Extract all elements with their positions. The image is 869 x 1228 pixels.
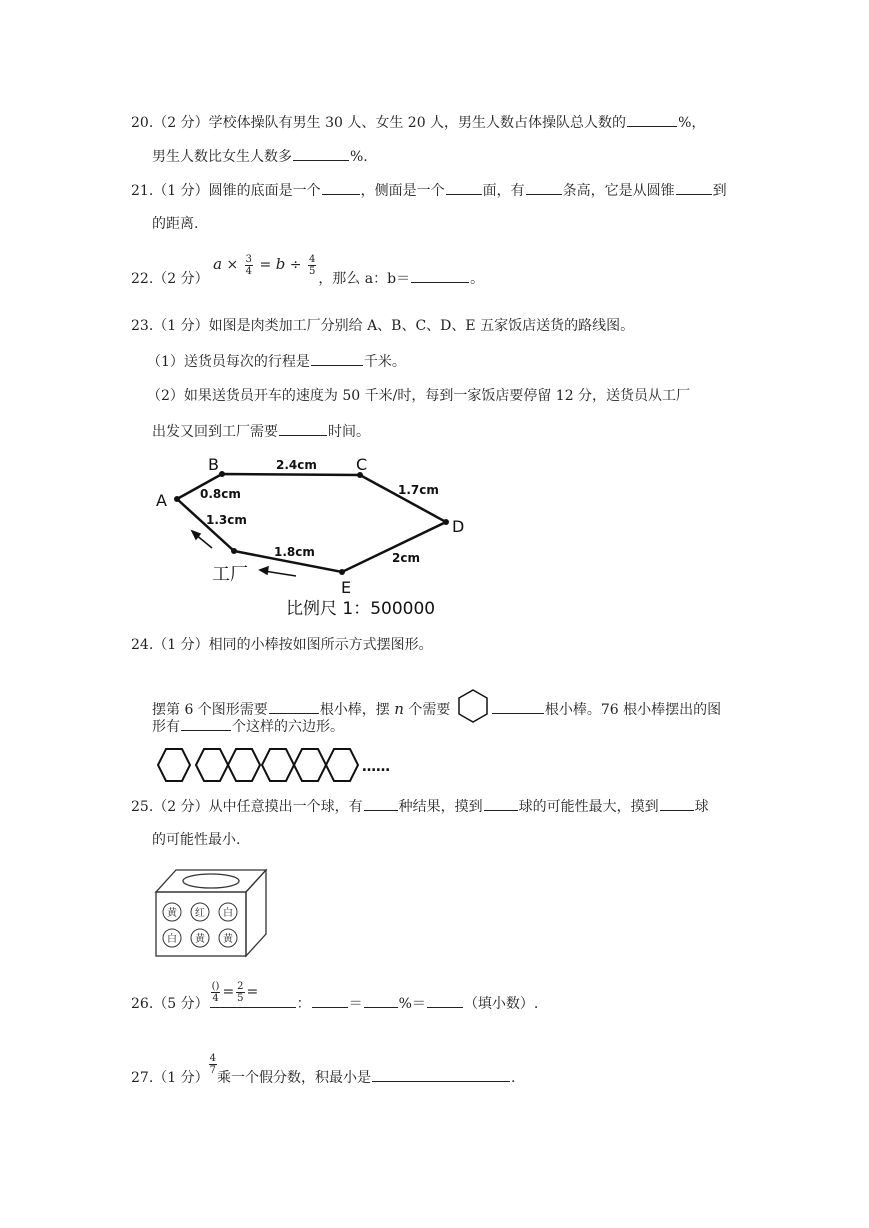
q24-blank-3[interactable]	[181, 716, 231, 731]
q24-text-f: 个这样的六边形。	[232, 719, 344, 735]
dist-ab: 0.8cm	[200, 487, 241, 501]
q22-label: 22.（2 分）	[131, 271, 209, 287]
q27-fraction	[209, 1053, 217, 1076]
hexagon-group-1	[158, 749, 190, 781]
svg-text:黄: 黄	[167, 908, 177, 919]
q27-label: 27.（1 分）	[131, 1070, 209, 1086]
q22-times: ×	[226, 257, 239, 273]
q22-f2-num: 4	[308, 253, 316, 265]
q20-unit-2: %.	[350, 149, 368, 165]
dist-cd: 1.7cm	[398, 483, 439, 497]
q26-tail: （填小数）.	[463, 996, 539, 1012]
q27-line	[131, 1052, 516, 1094]
q26-f1-num: ()	[211, 980, 220, 992]
q20-text-2: 男生人数比女生人数多	[152, 149, 292, 165]
hexagon-group-3	[262, 749, 358, 781]
hexagon-icon	[456, 688, 490, 724]
q25-line1	[131, 796, 709, 817]
dist-fa: 1.3cm	[206, 513, 247, 527]
svg-text:黄: 黄	[223, 934, 233, 945]
q26-blank-4[interactable]	[427, 993, 463, 1008]
label-d: D	[452, 517, 465, 536]
q23-sub2-text: （2）如果送货员开车的速度为 50 千米/时，每到一家饭店要停留 12 分，送货员从工厂	[147, 388, 691, 404]
dist-bc: 2.4cm	[276, 458, 317, 472]
q21-text-a: 21.（1 分）圆锥的底面是一个	[131, 183, 321, 199]
q24-blank-2[interactable]	[492, 699, 544, 714]
q20-blank-2[interactable]	[293, 146, 349, 161]
q22-fraction-2	[308, 254, 316, 277]
q20-line1	[131, 112, 705, 133]
point-a	[174, 496, 180, 502]
dist-de: 2cm	[392, 551, 420, 565]
q22-f2-den: 5	[308, 265, 316, 277]
q23-sub3-text: 出发又回到工厂需要	[152, 424, 278, 440]
q26-fraction-2	[236, 981, 244, 1004]
ball-4	[163, 929, 181, 947]
q21-blank-1[interactable]	[322, 180, 360, 195]
q26-equation-top	[209, 976, 259, 1008]
q27-text: 乘一个假分数，积最小是	[217, 1070, 371, 1086]
q21-text-2: 的距离.	[152, 216, 199, 232]
q23-sub2	[147, 386, 690, 406]
q25-text-c: 球的可能性最大，摸到	[518, 799, 659, 815]
q24-text-c: 个需要	[408, 702, 451, 718]
q25-blank-1[interactable]	[364, 796, 398, 811]
q22-div: ÷	[289, 257, 302, 273]
q23-sub1-text: （1）送货员每次的行程是	[147, 354, 310, 370]
point-b	[219, 471, 225, 477]
q27-f-den: 7	[209, 1064, 216, 1076]
q22-tail-b: 。	[470, 271, 485, 287]
label-e: E	[341, 578, 352, 597]
q24-text-d: 根小棒。76 根小棒摆出的图	[544, 702, 722, 718]
arrow-2	[264, 571, 296, 576]
hexagon-group-2	[196, 749, 260, 781]
q24-text-e: 形有	[152, 719, 180, 735]
q24-text: 24.（1 分）相同的小棒按如图所示方式摆图形。	[131, 637, 433, 653]
q26-pct: %＝	[398, 996, 426, 1012]
q26-f2-num: 2	[237, 980, 244, 992]
q25-text-a: 25.（2 分）从中任意摸出一个球，有	[131, 799, 363, 815]
svg-text:黄: 黄	[195, 934, 205, 945]
q26-fraction-1	[211, 981, 221, 1004]
ball-6	[219, 929, 237, 947]
q26-blank-2[interactable]	[312, 993, 348, 1008]
q24-text-b: 根小棒，摆	[319, 702, 390, 718]
q21-line2	[152, 214, 198, 234]
ellipsis: ……	[362, 759, 390, 775]
q26-equation	[209, 980, 297, 1020]
q26-eq2: =	[246, 984, 259, 1000]
q20-line2	[152, 146, 368, 167]
q23-line1	[131, 316, 634, 336]
svg-text:红: 红	[195, 908, 205, 919]
dist-ef: 1.8cm	[274, 545, 315, 559]
q24-line1	[131, 635, 433, 655]
q21-line1	[131, 180, 727, 201]
point-factory	[231, 548, 237, 554]
q22-f1-num: 3	[245, 253, 253, 265]
q25-line2	[152, 830, 240, 850]
label-b: B	[208, 455, 219, 474]
q21-text-d: 条高，它是从圆锥	[562, 183, 675, 199]
q26-eq3: ＝	[348, 996, 363, 1012]
q27-blank[interactable]	[372, 1067, 510, 1082]
q21-blank-4[interactable]	[676, 180, 712, 195]
q24-text-a: 摆第 6 个图形需要	[152, 702, 268, 718]
hexagon-pattern	[154, 744, 404, 786]
q21-text-b: ，侧面是一个	[360, 183, 445, 199]
q25-text-d: 球	[694, 799, 709, 815]
svg-text:白: 白	[167, 934, 177, 945]
q21-blank-3[interactable]	[526, 180, 562, 195]
q23-sub1-unit: 千米。	[363, 354, 406, 370]
q23-text: 23.（1 分）如图是肉类加工厂分别给 A、B、C、D、E 五家饭店送货的路线图。	[131, 318, 635, 334]
q21-text-e: 到	[712, 183, 727, 199]
q20-blank-1[interactable]	[627, 112, 677, 127]
box-side	[246, 870, 266, 956]
q25-text-2: 的可能性最小.	[152, 832, 241, 848]
scale-label: 比例尺 1：500000	[286, 599, 436, 619]
point-d	[443, 519, 449, 525]
q22-blank[interactable]	[411, 268, 469, 283]
label-a: A	[156, 491, 167, 510]
q23-blank-1[interactable]	[311, 351, 363, 366]
q21-text-c: 面，有	[482, 183, 525, 199]
q24-blank-1[interactable]	[269, 699, 319, 714]
route-map	[150, 452, 480, 622]
q23-blank-2[interactable]	[279, 421, 327, 436]
ball-2	[191, 903, 209, 921]
arrow-2-head	[260, 567, 268, 574]
q22-tail-a: ，那么 a：b＝	[318, 271, 411, 287]
q23-sub1	[147, 351, 406, 372]
q22-fraction-1	[245, 254, 253, 277]
box-opening	[183, 874, 239, 888]
q20-text: 20.（2 分）学校体操队有男生 30 人、女生 20 人，男生人数占体操队总人数的	[131, 115, 627, 131]
q24-line3	[152, 716, 344, 737]
ball-box	[152, 866, 272, 960]
ball-5	[191, 929, 209, 947]
svg-text:白: 白	[223, 908, 233, 919]
q27-f-num: 4	[209, 1052, 216, 1064]
q25-text-b: 种结果，摸到	[398, 799, 483, 815]
q23-sub3-unit: 时间。	[328, 424, 370, 440]
q22-var-a: a	[213, 255, 223, 273]
label-c: C	[356, 455, 368, 474]
q22-f1-den: 4	[245, 265, 253, 277]
q26-label: 26.（5 分）	[131, 996, 209, 1012]
q26-eq: =	[222, 984, 235, 1000]
q20-unit-1: %，	[678, 115, 706, 131]
q23-sub3	[152, 421, 370, 442]
q26-line	[131, 980, 539, 1020]
q22-eq: =	[259, 257, 272, 273]
q27-end: .	[511, 1070, 516, 1086]
q26-colon: ：	[296, 996, 311, 1012]
q26-blank-3[interactable]	[364, 993, 398, 1008]
q26-f1-den: 4	[212, 992, 219, 1004]
q22-line	[131, 253, 485, 295]
q26-f2-den: 5	[237, 992, 244, 1004]
q25-blank-2[interactable]	[484, 796, 518, 811]
ball-1	[163, 903, 181, 921]
q21-blank-2[interactable]	[446, 180, 482, 195]
q22-equation	[213, 248, 318, 281]
q25-blank-3[interactable]	[660, 796, 694, 811]
label-factory: 工厂	[212, 564, 248, 585]
q24-var-n: n	[394, 700, 404, 718]
q22-var-b: b	[275, 255, 286, 273]
point-e	[339, 569, 345, 575]
ball-3	[219, 903, 237, 921]
